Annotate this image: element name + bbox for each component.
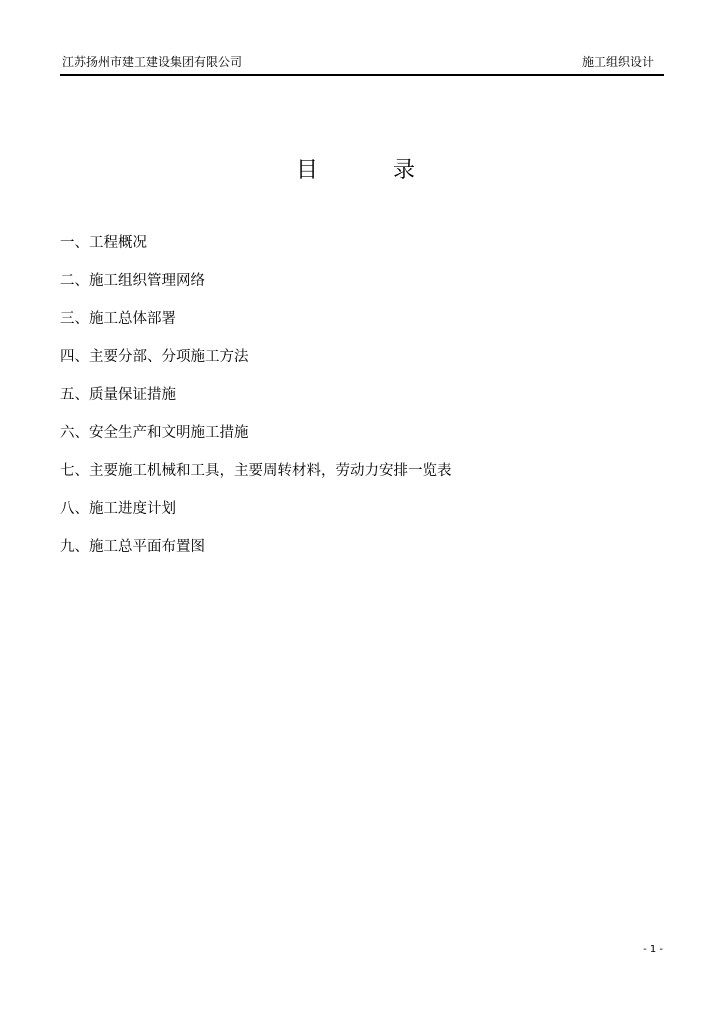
header-company-name: 江苏扬州市建工建设集团有限公司: [62, 55, 243, 69]
header-document-type: 施工组织设计: [581, 55, 654, 69]
toc-item: 一、工程概况: [60, 235, 147, 251]
toc-item: 七、主要施工机械和工具，主要周转材料，劳动力安排一览表: [60, 463, 452, 479]
table-of-contents: [60, 233, 452, 575]
title-char-1: 目: [296, 158, 319, 183]
title-char-2: 录: [393, 158, 416, 183]
page-number: - 1 -: [643, 944, 663, 955]
page-header: [60, 52, 664, 76]
toc-item: 五、质量保证措施: [60, 387, 176, 403]
page-title: [296, 158, 415, 184]
toc-item: 三、施工总体部署: [60, 311, 176, 327]
toc-item: 二、施工组织管理网络: [60, 273, 205, 289]
toc-item: 九、施工总平面布置图: [60, 539, 205, 555]
toc-item: 四、主要分部、分项施工方法: [60, 349, 249, 365]
toc-item: 六、安全生产和文明施工措施: [60, 425, 249, 441]
toc-item: 八、施工进度计划: [60, 501, 176, 517]
